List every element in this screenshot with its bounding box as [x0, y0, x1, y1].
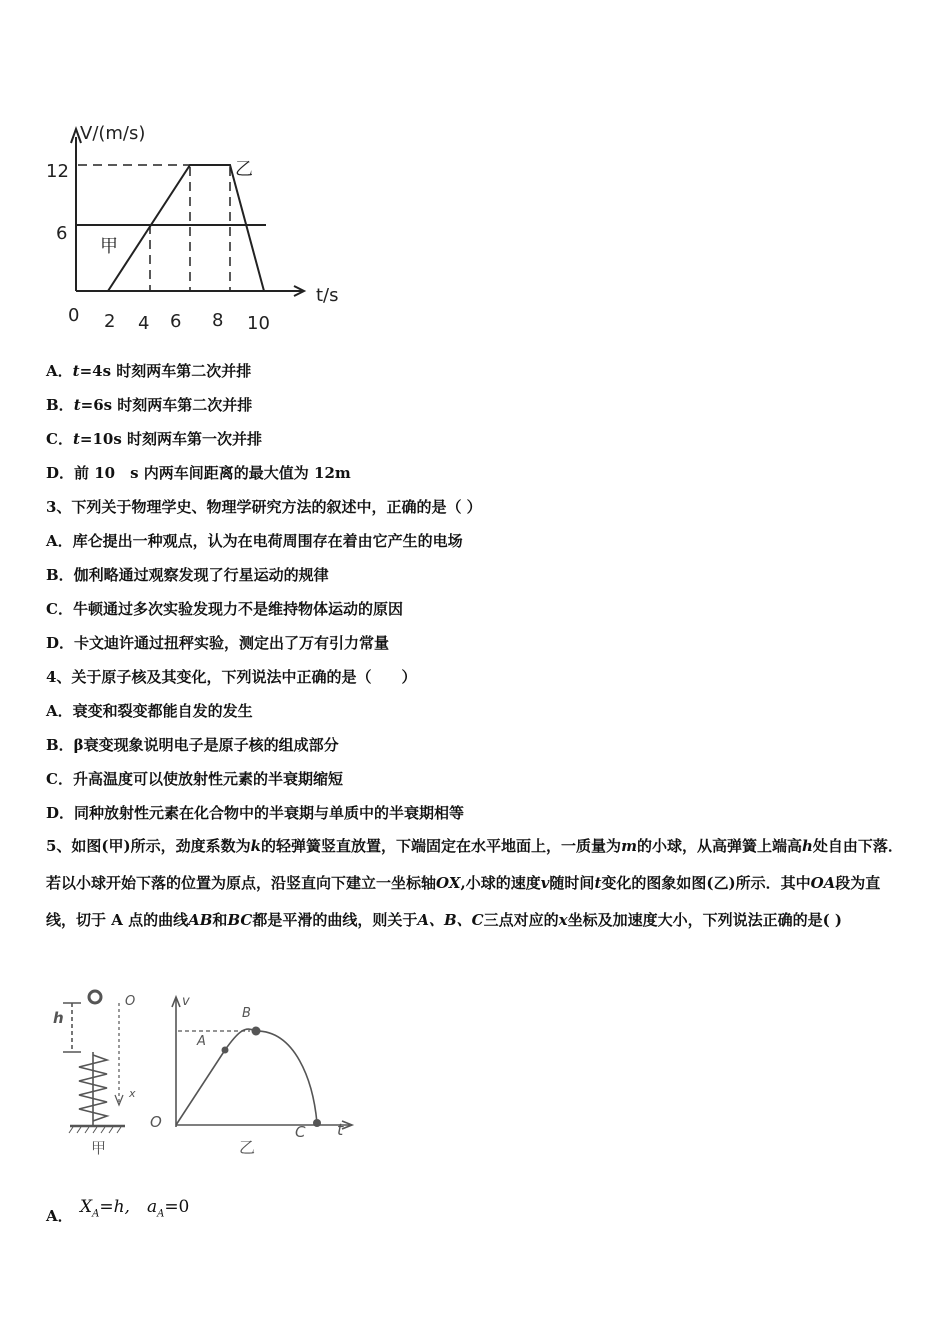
point-c — [313, 1119, 321, 1127]
x-tick-8: 8 — [212, 310, 224, 331]
ball-icon — [89, 991, 101, 1003]
curve-abc — [225, 1029, 317, 1123]
q3-stem: 3、下列关于物理学史、物理学研究方法的叙述中，正确的是（ ） — [46, 498, 482, 516]
q4-stem: 4、关于原子核及其变化，下列说法中正确的是（ ） — [46, 668, 417, 686]
y-tick-6: 6 — [56, 223, 68, 244]
point-b — [252, 1027, 261, 1036]
velocity-time-graph — [40, 115, 360, 340]
q4-option-c: C．升高温度可以使放射性元素的半衰期缩短 — [46, 770, 343, 788]
label-o-small: O — [125, 994, 136, 1009]
q5-stem: 5、如图(甲)所示，劲度系数为k的轻弹簧竖直放置，下端固定在水平地面上，一质量为m的小球，从高弹簧上端高h处自由下落．若以小球开始下落的位置为原点，沿竖直向下建立一坐标轴OX,小球的速度v随时间t变化的图象如图(乙)所示．其中OA段为直线，切于 A 点的曲线AB和BC都是平滑的曲线，则关于A、B、C三点对应的x坐标及加速度大小，下列说法正确的是( ) — [46, 837, 903, 929]
q3-option-b: B．伽利略通过观察发现了行星运动的规律 — [46, 566, 329, 584]
label-yi: 乙 — [235, 159, 253, 180]
q2-option-d: D．前 10 s 内两车间距离的最大值为 12m — [46, 464, 351, 482]
label-b: B — [242, 1006, 251, 1021]
x-tick-10: 10 — [247, 313, 270, 334]
x-tick-4: 4 — [138, 313, 150, 334]
q4-option-a: A．衰变和裂变都能自发的发生 — [46, 702, 253, 720]
point-a — [222, 1047, 229, 1054]
label-yi-2: 乙 — [239, 1138, 256, 1157]
spring-and-velocity-figure — [45, 985, 365, 1160]
x-tick-2: 2 — [104, 311, 116, 332]
q2-option-b: B．t=6s 时刻两车第二次并排 — [46, 396, 253, 414]
line-yi — [108, 165, 264, 291]
q5-option-a-formula: $X_A=h$, $a_A=0$ — [80, 1197, 190, 1220]
q2-option-c: C．t=10s 时刻两车第一次并排 — [46, 430, 263, 448]
q4-option-b: B．β衰变现象说明电子是原子核的组成部分 — [46, 736, 339, 754]
segment-oa — [176, 1050, 225, 1125]
x-axis-label: t/s — [316, 285, 339, 306]
label-v: v — [182, 994, 190, 1009]
q3-option-d: D．卡文迪许通过扭秤实验，测定出了万有引力常量 — [46, 634, 390, 652]
label-c: C — [295, 1123, 306, 1141]
q2-option-a: A．t=4s 时刻两车第二次并排 — [46, 362, 252, 380]
x-tick-6: 6 — [170, 311, 182, 332]
label-x: x — [129, 1087, 136, 1100]
label-h: h — [53, 1009, 64, 1027]
q3-option-a: A．库仑提出一种观点，认为在电荷周围存在着由它产生的电场 — [46, 532, 463, 550]
label-jia-2: 甲 — [91, 1139, 107, 1157]
x-tick-0: 0 — [68, 305, 80, 326]
y-axis-label: V/(m/s) — [80, 123, 146, 144]
label-jia: 甲 — [100, 236, 118, 257]
q5-option-a-letter: A． — [46, 1207, 73, 1225]
label-origin: O — [150, 1113, 162, 1131]
q3-option-c: C．牛顿通过多次实验发现力不是维持物体运动的原因 — [46, 600, 403, 618]
label-t: t — [337, 1120, 344, 1139]
y-tick-12: 12 — [46, 161, 69, 182]
q4-option-d: D．同种放射性元素在化合物中的半衰期与单质中的半衰期相等 — [46, 804, 465, 822]
label-a: A — [197, 1034, 206, 1049]
